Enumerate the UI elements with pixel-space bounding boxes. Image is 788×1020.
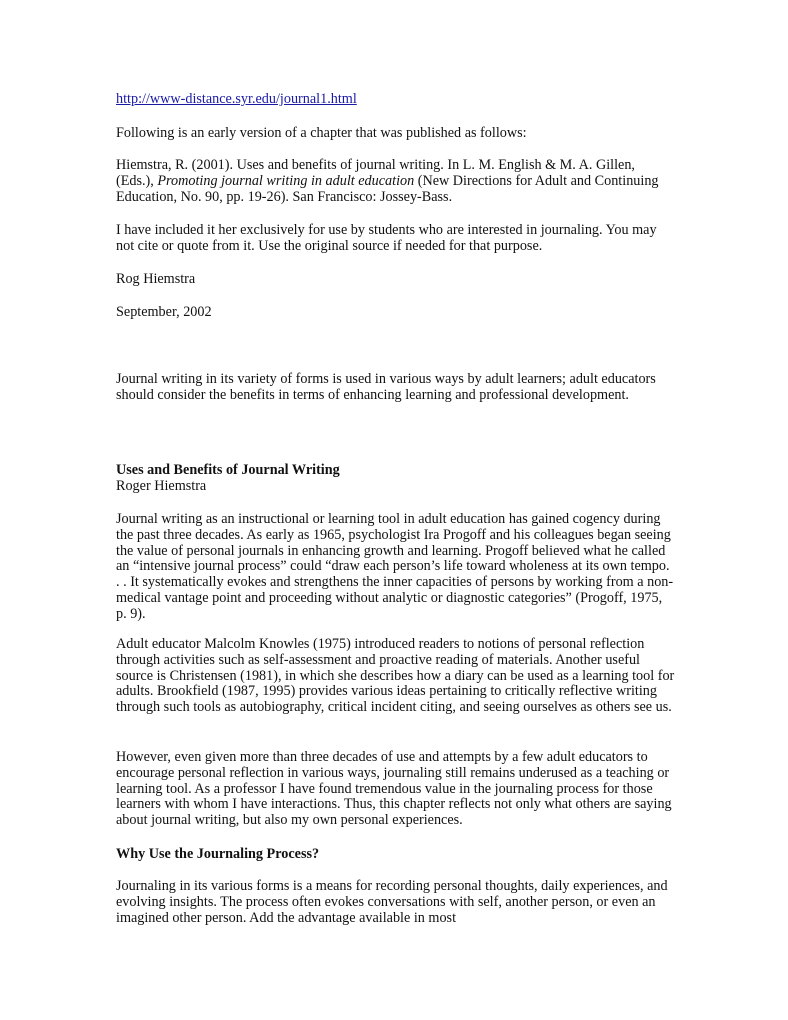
citation-book-title: Promoting journal writing in adult education [157,172,415,189]
body-paragraph-2: Adult educator Malcolm Knowles (1975) introduced readers to notions of personal reflection through activities such as self-assessment and proactive reading of materials. Another useful source is Christensen (1981), in which she describes how a diary can be used as a learning tool for adults. Brookfield (1987, 1995) provides various ideas pertaining to critically reflective writing through such tools as autobiography, critical incident citing, and seeing ourselves as others see us. [116,636,675,716]
abstract: Journal writing in its variety of forms is used in various ways by adult learners; adult educators should consider the benefits in terms of enhancing learning and professional development. [116,371,656,403]
permission-note: I have included it her exclusively for use by students who are interested in journaling. You may not cite or quote from it. Use the original source if needed for that purpose. [116,222,657,254]
chapter-title: Uses and Benefits of Journal Writing [116,462,340,478]
section-heading: Why Use the Journaling Process? [116,846,320,862]
body-paragraph-3: However, even given more than three decades of use and attempts by a few adult educators to encourage personal reflection in various ways, journaling still remains underused as a teaching or learning tool. As a professor I have found tremendous value in the journaling process for those learners with whom I have interactions. Thus, this chapter reflects not only what others are saying about journal writing, but also my own personal experiences. [116,749,672,829]
chapter-author: Roger Hiemstra [116,478,207,494]
intro-line: Following is an early version of a chapter that was published as follows: [116,125,527,141]
body-paragraph-1: Journal writing as an instructional or learning tool in adult education has gained cogency during the past three decades. As early as 1965, psychologist Ira Progoff and his colleagues began seeing the value of personal journals in enhancing growth and learning. Progoff believed what he called an “intensive journal process” could “draw each person’s life toward wholeness at its own tempo. . . It systematically evokes and strengthens the inner capacities of persons by working from a non-medical vantage point and proceeding without analytic or diagnostic categories” (Progoff, 1975, p. 9). [116,511,674,622]
source-link[interactable]: http://www-distance.syr.edu/journal1.html [116,91,357,107]
citation-after: (New Directions for Adult and Continuing Education, No. 90, pp. 19-26). San Francisco: Jossey-Bass. [116,172,659,205]
section-paragraph: Journaling in its various forms is a means for recording personal thoughts, daily experiences, and evolving insights. The process often evokes conversations with self, another person, or even an imagined other person. Add the advantage available in most [116,878,668,926]
signature-name: Rog Hiemstra [116,271,196,287]
citation [116,158,676,205]
citation-before: Hiemstra, R. (2001). Uses and benefits of journal writing. In L. M. English & M. A. Gillen, (Eds.), [116,157,635,189]
signature-date: September, 2002 [116,304,212,320]
